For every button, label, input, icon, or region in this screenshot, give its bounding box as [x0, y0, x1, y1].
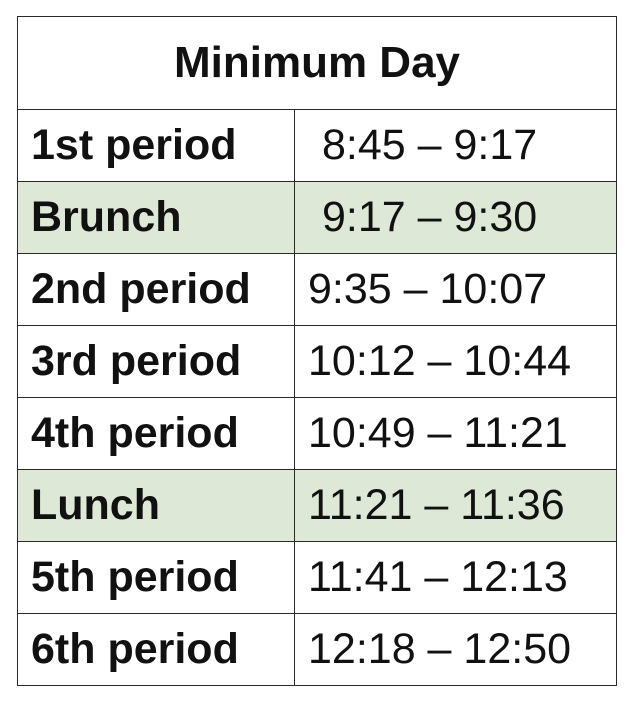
period-time: 10:12 – 10:44 — [295, 326, 617, 398]
schedule-row — [18, 470, 617, 542]
schedule-row — [18, 182, 617, 254]
period-label: Lunch — [18, 470, 295, 542]
period-label: 4th period — [18, 398, 295, 470]
period-time: 11:21 – 11:36 — [295, 470, 617, 542]
period-time: 9:17 – 9:30 — [295, 182, 617, 254]
schedule-row — [18, 542, 617, 614]
period-label: Brunch — [18, 182, 295, 254]
period-time: 11:41 – 12:13 — [295, 542, 617, 614]
schedule-row — [18, 110, 617, 182]
period-time: 8:45 – 9:17 — [295, 110, 617, 182]
period-time: 10:49 – 11:21 — [295, 398, 617, 470]
period-time: 9:35 – 10:07 — [295, 254, 617, 326]
period-label: 1st period — [18, 110, 295, 182]
period-label: 5th period — [18, 542, 295, 614]
schedule-title: Minimum Day — [18, 17, 617, 110]
title-row — [18, 17, 617, 110]
period-label: 2nd period — [18, 254, 295, 326]
schedule-row — [18, 614, 617, 686]
period-time: 12:18 – 12:50 — [295, 614, 617, 686]
schedule-row — [18, 398, 617, 470]
schedule-row — [18, 254, 617, 326]
schedule-row — [18, 326, 617, 398]
period-label: 6th period — [18, 614, 295, 686]
schedule-table — [17, 16, 617, 686]
period-label: 3rd period — [18, 326, 295, 398]
